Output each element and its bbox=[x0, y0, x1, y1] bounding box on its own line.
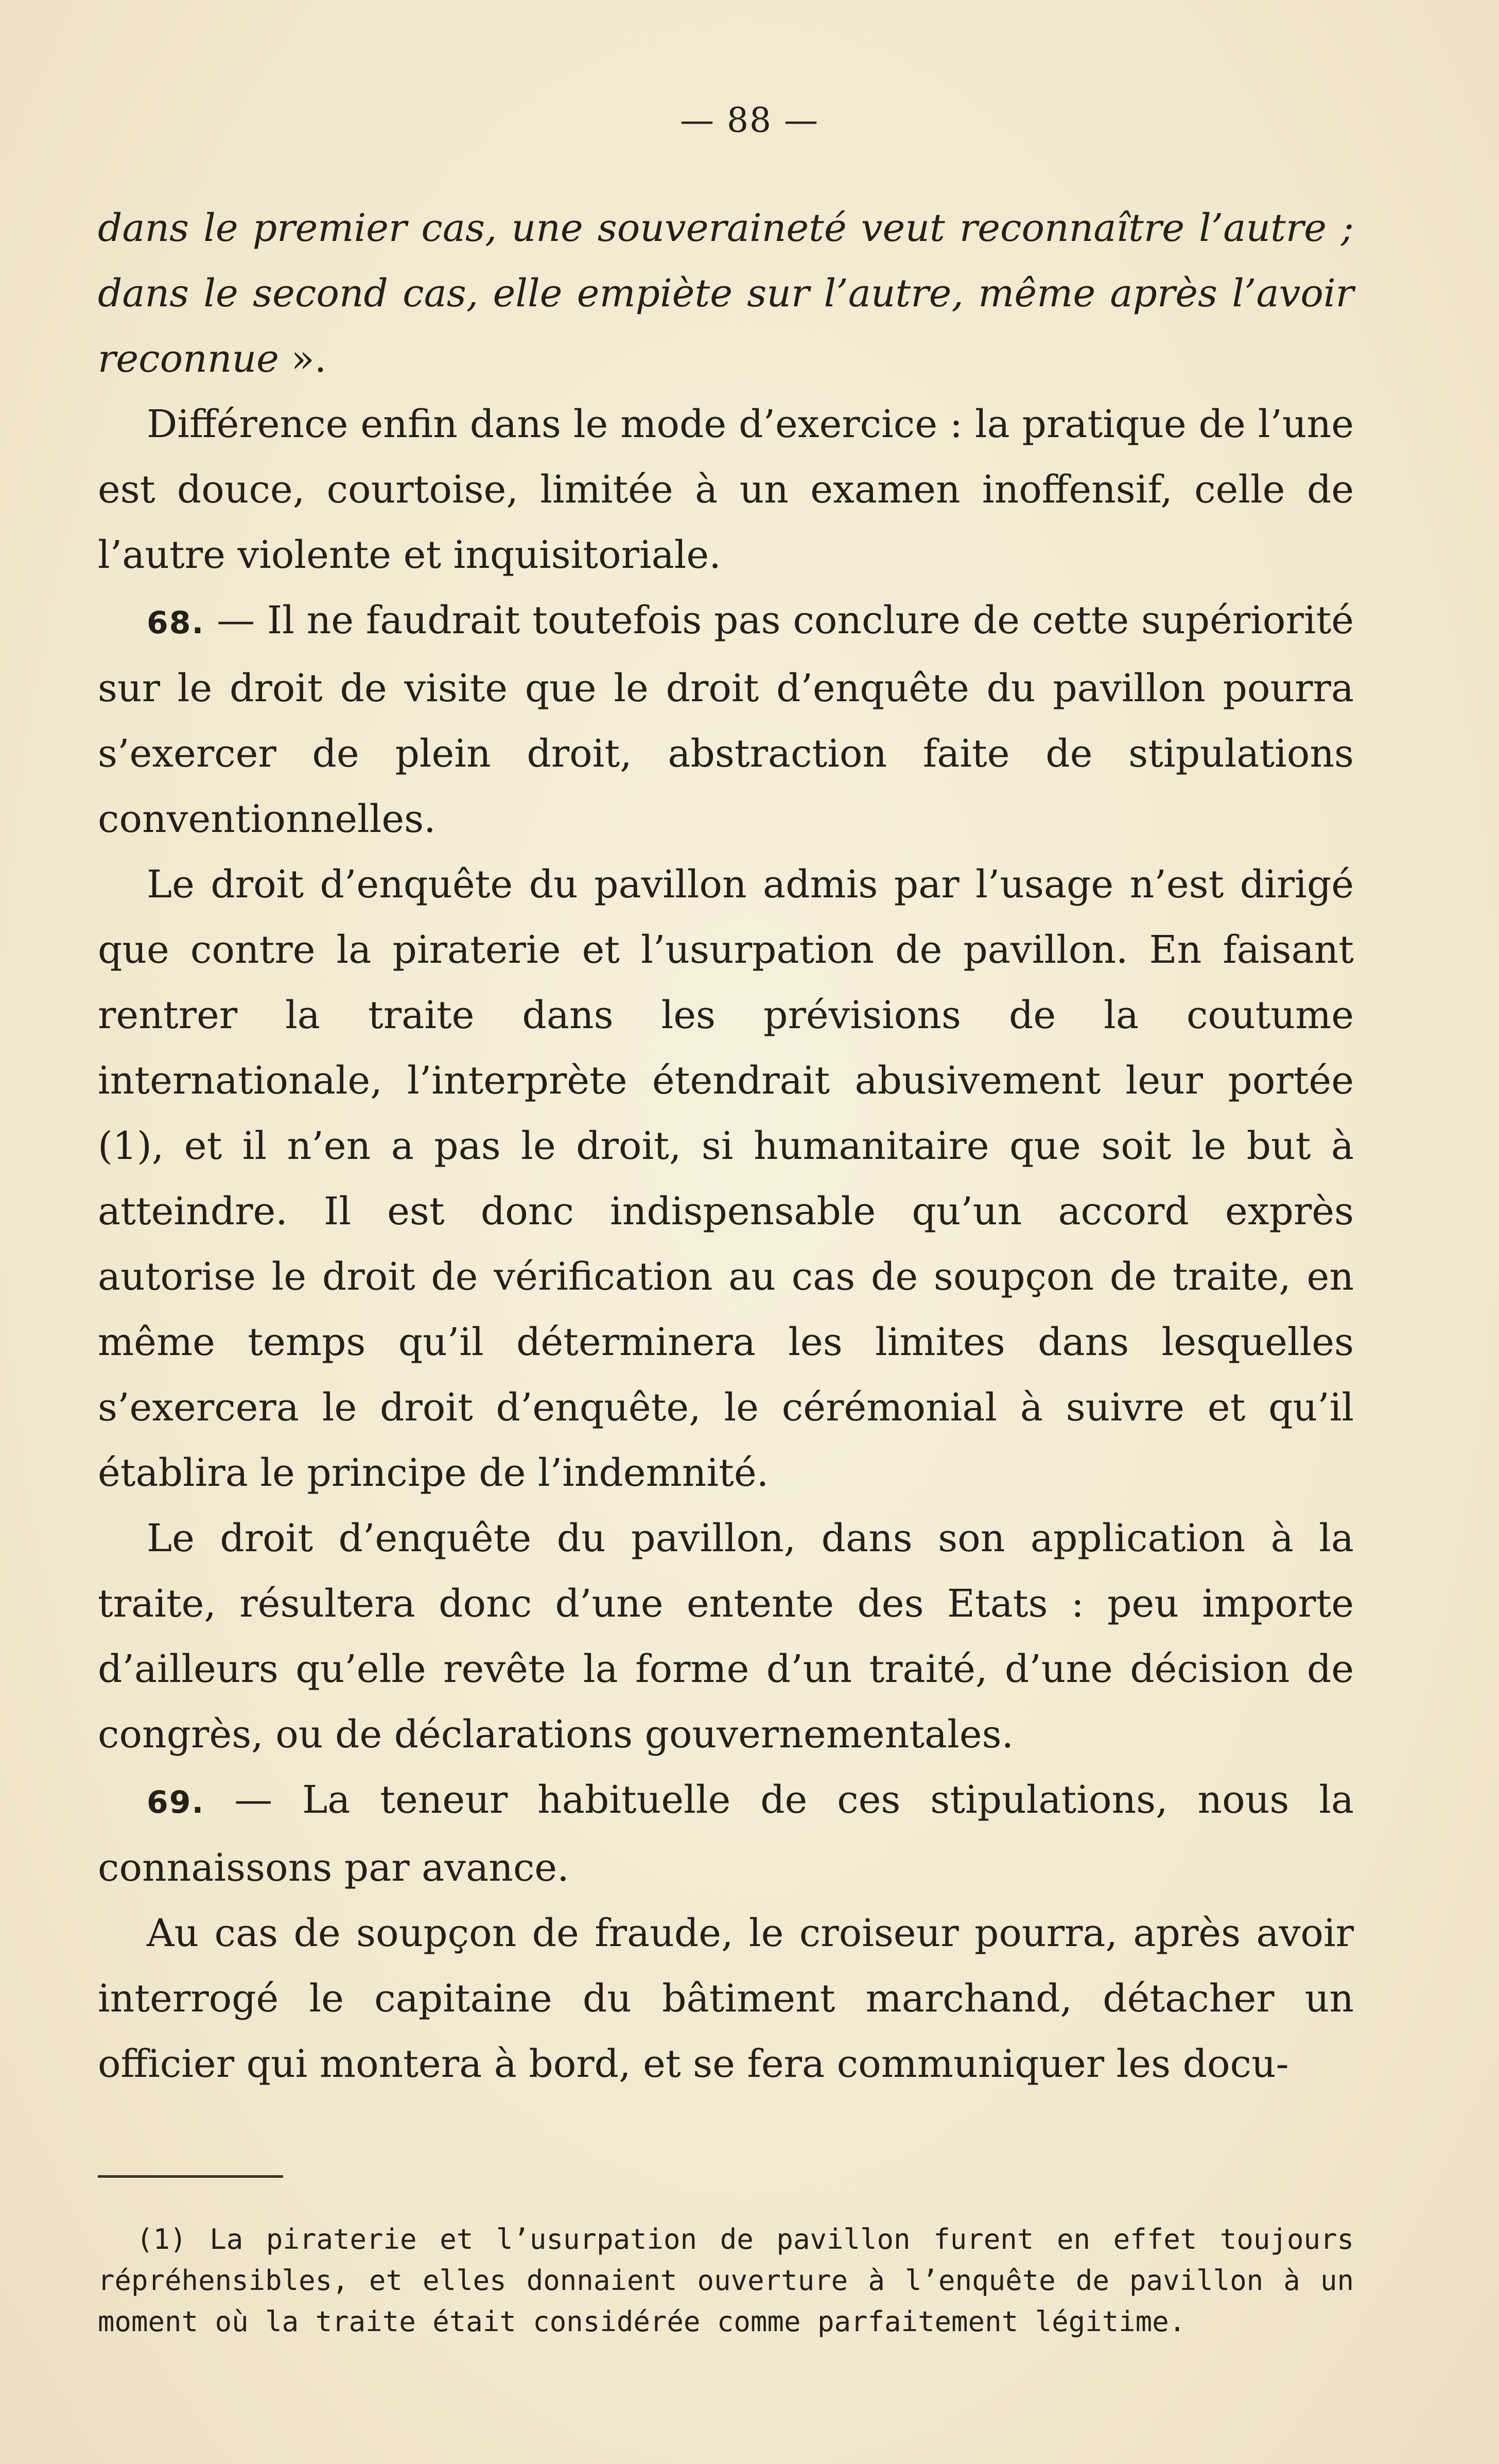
section-69-paragraph bbox=[98, 1767, 1354, 1901]
quote-close: ». bbox=[278, 337, 327, 381]
footnote: (1) La piraterie et l’usurpation de pavillon furent en effet toujours répréhensibles, et elles donnaient ouverture à l’enquête de pavillon à un moment où la traite était considérée comme parfaitement légitime. bbox=[98, 2223, 1354, 2338]
section-number: 69. bbox=[147, 1784, 205, 1820]
section-text: — Il ne faudrait toutefois pas conclure de cette supériorité sur le droit de visite que le droit d’enquête du pavillon pourra s’exercer de plein droit, abstraction faite de stipulations conventionnelles. bbox=[98, 598, 1354, 841]
section-text: — La teneur habituelle de ces stipulations, nous la connaissons par avance. bbox=[98, 1778, 1354, 1890]
paragraph: Le droit d’enquête du pavillon, dans son application à la traite, résultera donc d’une entente des Etats : peu importe d’ailleurs qu’elle revête la forme d’un traité, d’une décision de congrès, ou de déclarations gouvernementales. bbox=[98, 1516, 1354, 1757]
section-68-paragraph bbox=[98, 588, 1354, 852]
footnote-divider bbox=[98, 2175, 283, 2178]
italic-quote: dans le premier cas, une souveraineté veut reconnaître l’autre ; dans le second cas, elle empiète sur l’autre, même après l’avoir reconnue bbox=[98, 206, 1354, 381]
paragraph: Au cas de soupçon de fraude, le croiseur pourra, après avoir interrogé le capitaine du bâtiment marchand, détacher un officier qui montera à bord, et se fera communiquer les docu- bbox=[98, 1911, 1354, 2086]
paragraph: Différence enfin dans le mode d’exercice : la pratique de l’une est douce, courtoise, limitée à un examen inoffensif, celle de l’autre violente et inquisitoriale. bbox=[98, 402, 1354, 577]
section-number: 68. bbox=[147, 605, 205, 641]
page-number: — 88 — bbox=[680, 100, 819, 140]
main-text bbox=[98, 196, 1354, 2097]
paragraph-continuation bbox=[98, 196, 1354, 392]
paragraph: Le droit d’enquête du pavillon admis par l’usage n’est dirigé que contre la piraterie et l’usurpation de pavillon. En faisant rentrer la traite dans les prévisions de la coutume internationale, l’interprète étendrait abusivement leur portée (1), et il n’en a pas le droit, si humanitaire que soit le but à atteindre. Il est donc indispensable qu’un accord exprès autorise le droit de vérification au cas de soupçon de traite, en même temps qu’il déterminera les limites dans lesquelles s’exercera le droit d’enquête, le cérémonial à suivre et qu’il établira le principe de l’indemnité. bbox=[98, 862, 1354, 1495]
